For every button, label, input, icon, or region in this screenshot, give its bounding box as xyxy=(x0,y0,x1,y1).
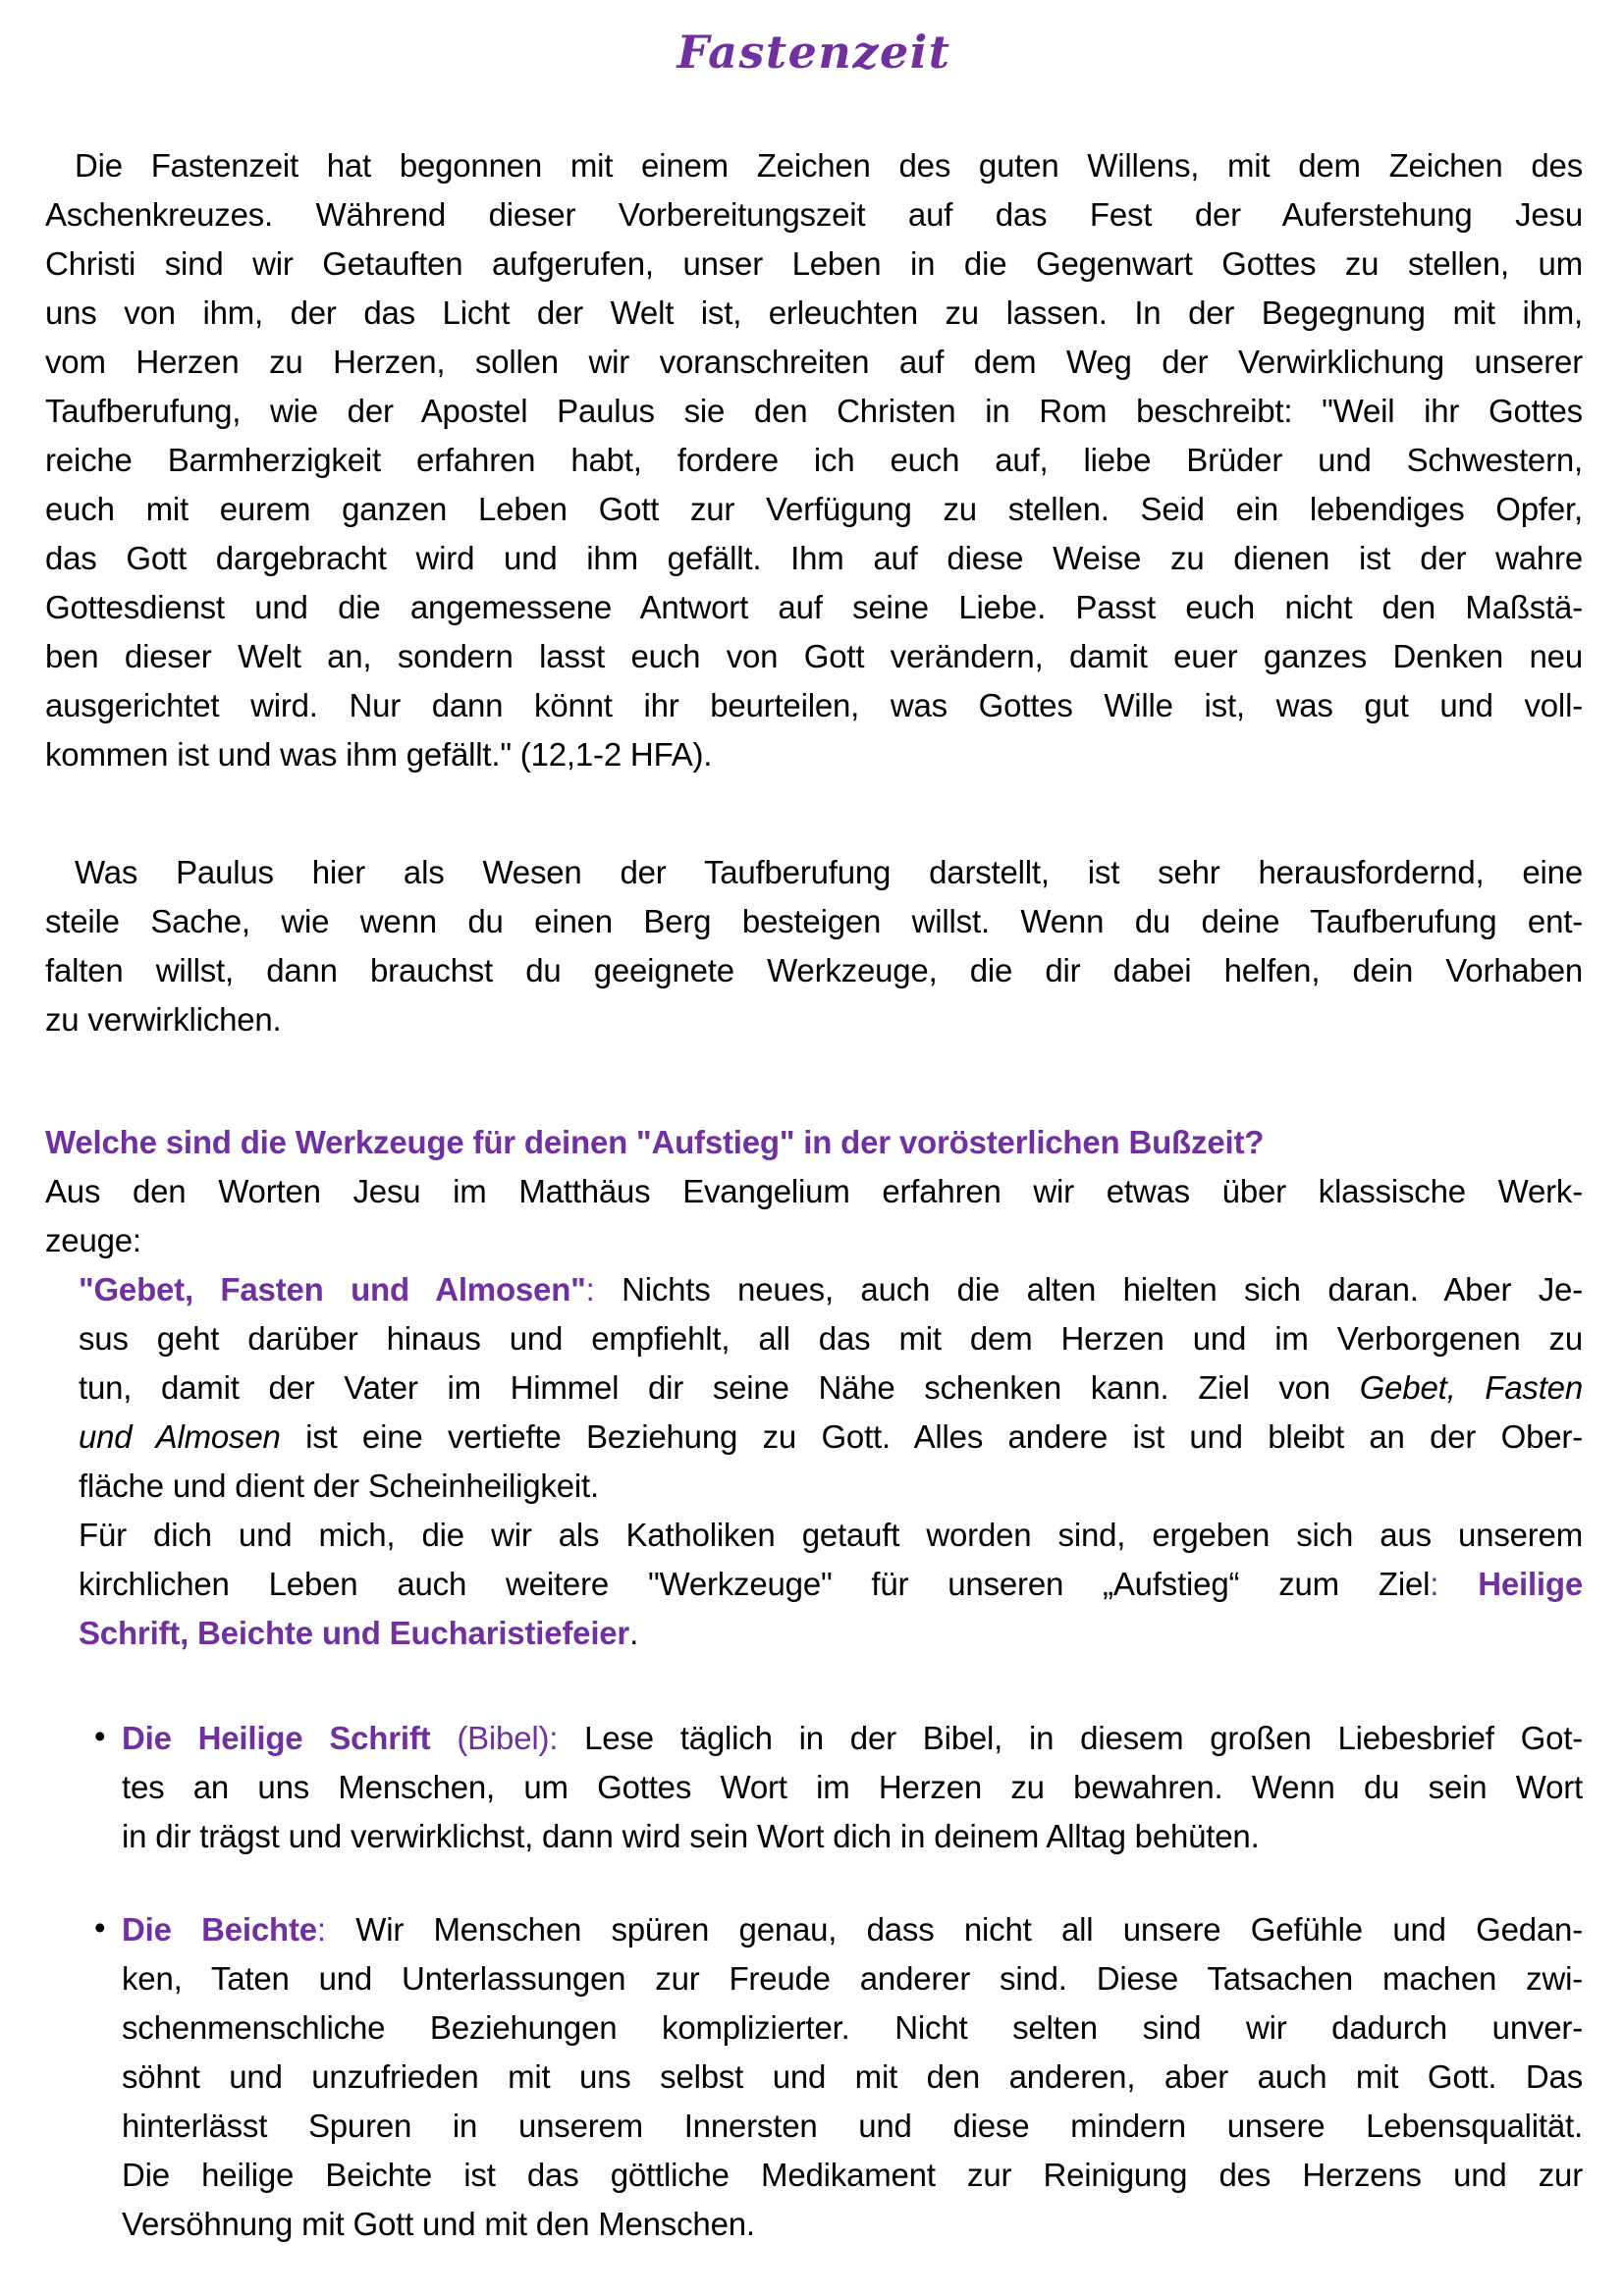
text-line: Schrift, Beichte und Eucharistiefeier. xyxy=(79,1615,639,1651)
text-line: Aschenkreuzes. Während dieser Vorbereitungszeit auf das Fest der Auferstehung Jesu xyxy=(45,196,1583,233)
text-line: fläche und dient der Scheinheiligkeit. xyxy=(79,1468,599,1504)
text-line: Für dich und mich, die wir als Katholiken getauft worden sind, ergeben sich aus unserem xyxy=(79,1517,1583,1553)
bullet-marker: • xyxy=(94,1909,106,1946)
paragraph xyxy=(79,1511,1583,1658)
text-line: in dir trägst und verwirklichst, dann wird sein Wort dich in deinem Alltag behüten. xyxy=(122,1818,1260,1854)
text-line: ausgerichtet wird. Nur dann könnt ihr beurteilen, was Gottes Wille ist, was gut und voll- xyxy=(45,687,1583,723)
text-line: Die heilige Beichte ist das göttliche Medikament zur Reinigung des Herzens und zur xyxy=(122,2157,1583,2193)
document-body xyxy=(45,141,1583,2249)
text-line: Was Paulus hier als Wesen der Taufberufung darstellt, ist sehr herausfordernd, eine xyxy=(75,854,1583,890)
bullet-item xyxy=(45,1714,1583,1861)
text-line: vom Herzen zu Herzen, sollen wir voranschreiten auf dem Weg der Verwirklichung unserer xyxy=(45,344,1583,380)
paragraph xyxy=(45,848,1583,1044)
text-line: ben dieser Welt an, sondern lasst euch von Gott verändern, damit euer ganzes Denken neu xyxy=(45,638,1583,674)
paragraph xyxy=(45,1167,1583,1265)
text-line: Versöhnung mit Gott und mit den Menschen. xyxy=(122,2206,755,2242)
text-line: steile Sache, wie wenn du einen Berg besteigen willst. Wenn du deine Taufberufung ent- xyxy=(45,903,1583,939)
text-line: ken, Taten und Unterlassungen zur Freude anderer sind. Diese Tatsachen machen zwi- xyxy=(122,1960,1583,1997)
text-line: hinterlässt Spuren in unserem Innersten und diese mindern unsere Lebensqualität. xyxy=(122,2108,1583,2144)
text-line: zeuge: xyxy=(45,1222,141,1258)
document-title: Fastenzeit xyxy=(677,26,951,79)
paragraph xyxy=(45,141,1583,779)
text-line: Die Heilige Schrift (Bibel): Lese täglich in der Bibel, in diesem großen Liebesbrief Got- xyxy=(122,1720,1583,1756)
text-line: kommen ist und was ihm gefällt." (12,1-2 HFA). xyxy=(45,736,713,773)
text-line: uns von ihm, der das Licht der Welt ist, erleuchten zu lassen. In der Begegnung mit ihm, xyxy=(45,294,1583,331)
text-line: zu verwirklichen. xyxy=(45,1001,282,1038)
text-line: falten willst, dann brauchst du geeignete Werkzeuge, die dir dabei helfen, dein Vorhaben xyxy=(45,952,1583,988)
text-line: tun, damit der Vater im Himmel dir seine Nähe schenken kann. Ziel von Gebet, Fasten xyxy=(79,1369,1583,1406)
text-line: Taufberufung, wie der Apostel Paulus sie den Christen in Rom beschreibt: "Weil ihr Gottes xyxy=(45,393,1583,429)
text-line: Aus den Worten Jesu im Matthäus Evangelium erfahren wir etwas über klassische Werk- xyxy=(45,1173,1583,1209)
text-line: söhnt und unzufrieden mit uns selbst und mit den anderen, aber auch mit Gott. Das xyxy=(122,2058,1583,2095)
text-line: tes an uns Menschen, um Gottes Wort im Herzen zu bewahren. Wenn du sein Wort xyxy=(122,1769,1583,1805)
bullet-marker: • xyxy=(94,1718,106,1754)
text-line: und Almosen ist eine vertiefte Beziehung zu Gott. Alles andere ist und bleibt an der Ober- xyxy=(79,1418,1584,1455)
text-line: Gottesdienst und die angemessene Antwort auf seine Liebe. Passt euch nicht den Maßstä- xyxy=(45,589,1583,625)
text-line: Die Beichte: Wir Menschen spüren genau, dass nicht all unsere Gefühle und Gedan- xyxy=(122,1911,1583,1948)
text-line: euch mit eurem ganzen Leben Gott zur Verfügung zu stellen. Seid ein lebendiges Opfer, xyxy=(45,491,1583,527)
text-line: reiche Barmherzigkeit erfahren habt, fordere ich euch auf, liebe Brüder und Schwestern, xyxy=(45,442,1583,478)
text-line: kirchlichen Leben auch weitere "Werkzeuge" für unseren „Aufstieg“ zum Ziel: Heilige xyxy=(79,1566,1583,1602)
bullet-item xyxy=(45,1905,1583,2249)
text-line: Welche sind die Werkzeuge für deinen "Aufstieg" in der vorösterlichen Bußzeit? xyxy=(45,1124,1265,1160)
text-line: Christi sind wir Getauften aufgerufen, unser Leben in die Gegenwart Gottes zu stellen, um xyxy=(45,245,1583,282)
text-line: schenmenschliche Beziehungen komplizierter. Nicht selten sind wir dadurch unver- xyxy=(122,2009,1583,2046)
text-line: sus geht darüber hinaus und empfiehlt, all das mit dem Herzen und im Verborgenen zu xyxy=(79,1320,1583,1357)
text-line: Die Fastenzeit hat begonnen mit einem Zeichen des guten Willens, mit dem Zeichen des xyxy=(75,147,1583,184)
paragraph xyxy=(79,1265,1583,1511)
text-line: das Gott dargebracht wird und ihm gefällt. Ihm auf diese Weise zu dienen ist der wahre xyxy=(45,540,1583,576)
text-line: "Gebet, Fasten und Almosen": Nichts neues, auch die alten hielten sich daran. Aber Je- xyxy=(79,1271,1583,1308)
section-heading xyxy=(45,1118,1583,1167)
